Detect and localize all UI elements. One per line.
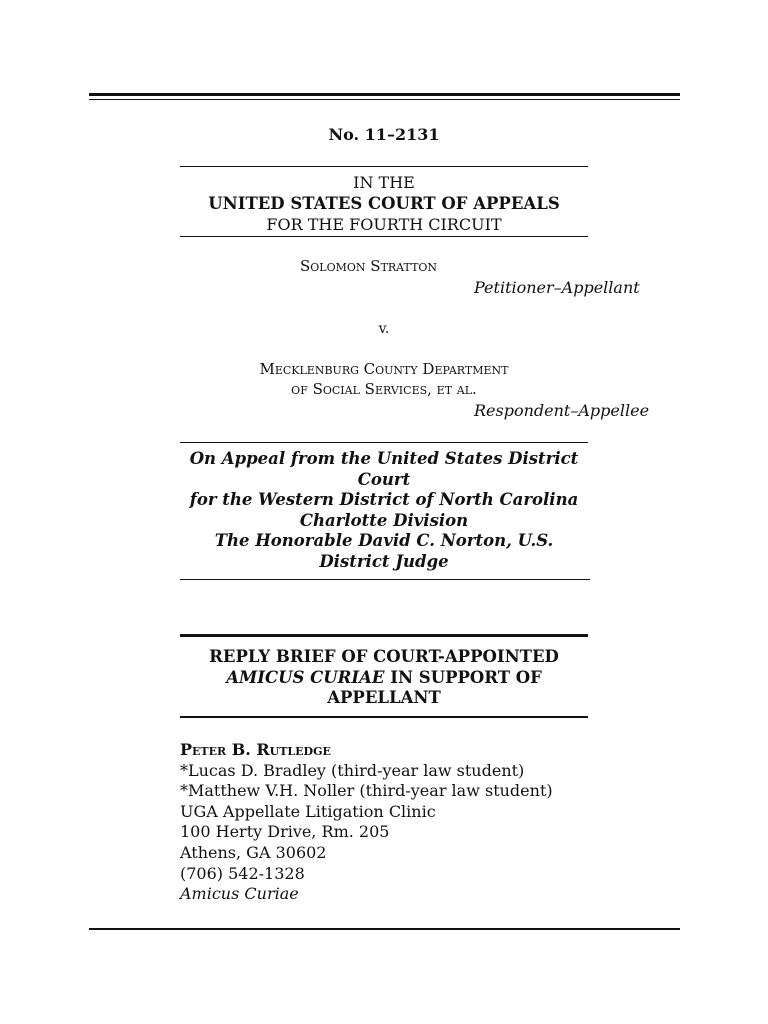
brief-title [180, 647, 588, 709]
petitioner-name: Solomon Stratton [300, 257, 438, 275]
appeal-bottom-rule [180, 579, 590, 580]
brief-title-line-2 [180, 668, 588, 689]
counsel-line-7: (706) 542-1328 [180, 863, 305, 883]
respondent-role: Respondent–Appellee [474, 401, 650, 420]
court-name: UNITED STATES COURT OF APPEALS [208, 194, 560, 213]
appeal-line-5: The Honorable David C. Norton, U.S. [214, 531, 554, 550]
respondent-name-line1: Mecklenburg County Department [259, 360, 509, 378]
appeal-line-6: District Judge [319, 551, 449, 571]
respondent-name-line2: of Social Services, et al. [291, 380, 477, 398]
counsel-line-6: Athens, GA 30602 [180, 842, 327, 862]
brief-title-line-3: APPELLANT [327, 688, 441, 707]
appeal-top-rule [180, 442, 588, 443]
docket-number: No. 11–2131 [328, 125, 440, 144]
brief-title-line-1: REPLY BRIEF OF COURT-APPOINTED [209, 647, 559, 666]
amicus-curiae-italic: AMICUS CURIAE [226, 667, 385, 687]
counsel-line-4: UGA Appellate Litigation Clinic [180, 801, 436, 821]
appeal-info [180, 449, 588, 572]
versus: v. [378, 321, 390, 337]
top-double-rule-thick [89, 93, 680, 96]
appeal-line-4: Charlotte Division [299, 510, 469, 530]
court-circuit: FOR THE FOURTH CIRCUIT [266, 215, 502, 234]
appeal-line-1: On Appeal from the United States District [189, 449, 579, 468]
court-bottom-rule [180, 236, 588, 237]
court-top-rule [180, 166, 588, 167]
petitioner-role: Petitioner–Appellant [474, 278, 640, 297]
counsel-line-8: Amicus Curiae [180, 884, 299, 904]
appeal-line-2: Court [357, 469, 411, 489]
bottom-rule [89, 928, 680, 930]
brief-top-rule [180, 634, 588, 637]
brief-bottom-rule [180, 716, 588, 718]
counsel-line-3: *Matthew V.H. Noller (third-year law student) [180, 781, 553, 801]
top-double-rule-thin [89, 99, 680, 100]
appeal-line-3: for the Western District of North Carolina [189, 490, 579, 509]
counsel-name: Peter B. Rutledge [180, 740, 331, 759]
counsel-block [180, 740, 553, 905]
counsel-line-2: *Lucas D. Bradley (third-year law student) [180, 760, 525, 780]
court-caption [180, 172, 588, 235]
in-the-line: IN THE [353, 173, 415, 192]
brief-title-line-2-rest: IN SUPPORT OF [384, 667, 542, 687]
counsel-line-5: 100 Herty Drive, Rm. 205 [180, 822, 390, 842]
